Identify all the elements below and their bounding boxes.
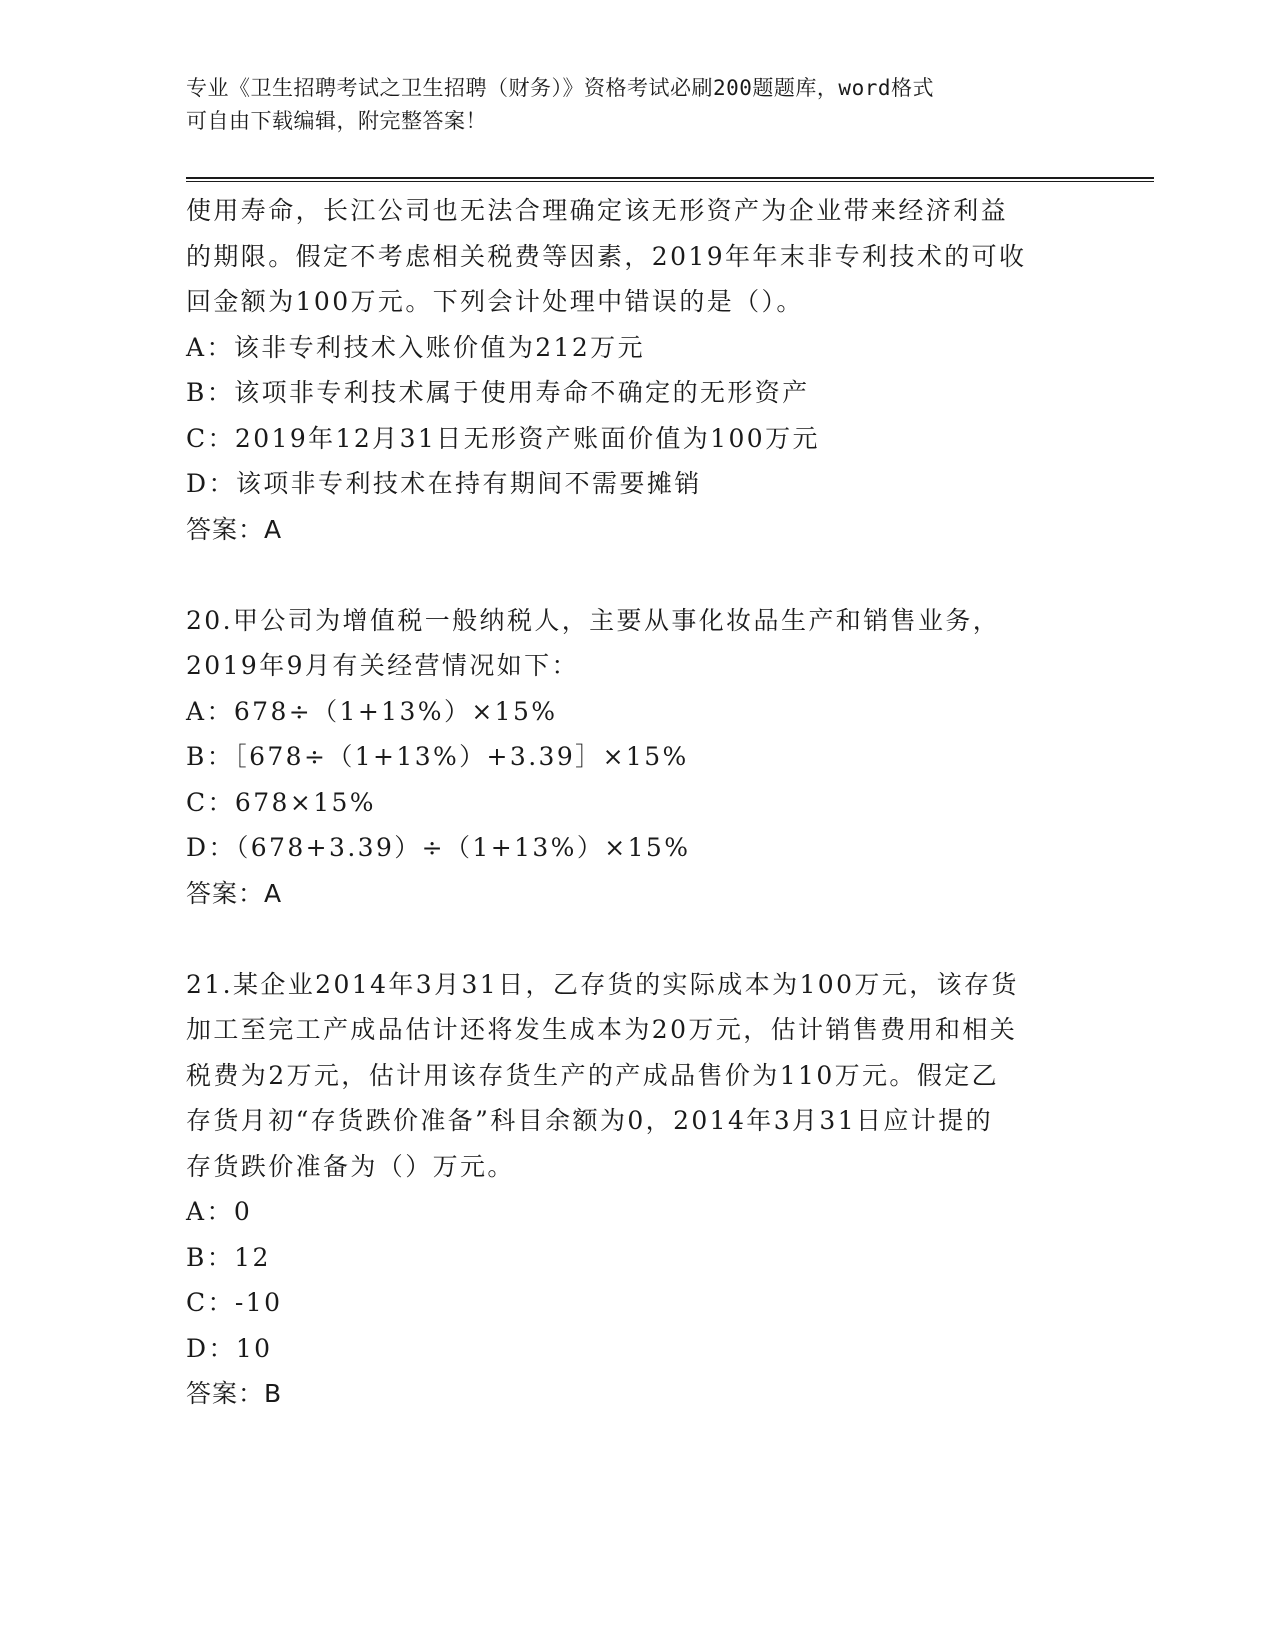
header-line-1: 专业《卫生招聘考试之卫生招聘（财务）》资格考试必刷200题题库，word格式 [186, 76, 934, 100]
question-stem-line: 使用寿命，长江公司也无法合理确定该无形资产为企业带来经济利益 [186, 196, 1009, 225]
question-stem-line: 存货月初“存货跌价准备”科目余额为0，2014年3月31日应计提的 [186, 1106, 994, 1135]
question-block-19 [186, 188, 1086, 552]
option-c: C：2019年12月31日无形资产账面价值为100万元 [186, 423, 820, 453]
option-d: D：该项非专利技术在持有期间不需要摊销 [186, 469, 702, 498]
question-stem-line: 20.甲公司为增值税一般纳税人，主要从事化妆品生产和销售业务， [186, 605, 1001, 635]
header-divider [186, 177, 1154, 182]
answer-label: 答案：B [186, 1379, 283, 1408]
option-b: B：［678÷（1+13%）+3.39］×15% [186, 742, 689, 771]
option-c: C：678×15% [186, 787, 376, 817]
question-block-20 [186, 598, 1086, 917]
header-line-2: 可自由下载编辑，附完整答案！ [186, 109, 487, 133]
option-a: A：678÷（1+13%）×15% [186, 696, 558, 726]
question-stem-line: 回金额为100万元。下列会计处理中错误的是（）。 [186, 287, 804, 316]
option-a: A：0 [186, 1197, 253, 1226]
option-b: B：该项非专利技术属于使用寿命不确定的无形资产 [186, 378, 810, 407]
option-c: C：-10 [186, 1288, 283, 1317]
answer-label: 答案：A [186, 878, 283, 908]
option-d: D：（678+3.39）÷（1+13%）×15% [186, 833, 691, 862]
question-block-21 [186, 962, 1086, 1417]
question-stem-line: 21.某企业2014年3月31日，乙存货的实际成本为100万元，该存货 [186, 969, 1019, 999]
spacer [186, 916, 1086, 962]
page-header [186, 72, 1066, 138]
option-d: D：10 [186, 1333, 273, 1363]
answer-label: 答案：A [186, 514, 283, 544]
question-stem-line: 存货跌价准备为（）万元。 [186, 1151, 515, 1181]
option-a: A：该非专利技术入账价值为212万元 [186, 332, 645, 362]
spacer [186, 552, 1086, 598]
question-stem-line: 2019年9月有关经营情况如下： [186, 651, 579, 680]
question-stem-line: 的期限。假定不考虑相关税费等因素，2019年年末非专利技术的可收 [186, 241, 1027, 271]
question-stem-line: 加工至完工产成品估计还将发生成本为20万元，估计销售费用和相关 [186, 1015, 1018, 1044]
question-stem-line: 税费为2万元，估计用该存货生产的产成品售价为110万元。假定乙 [186, 1060, 1000, 1090]
option-b: B：12 [186, 1242, 271, 1272]
question-content [186, 188, 1086, 1417]
